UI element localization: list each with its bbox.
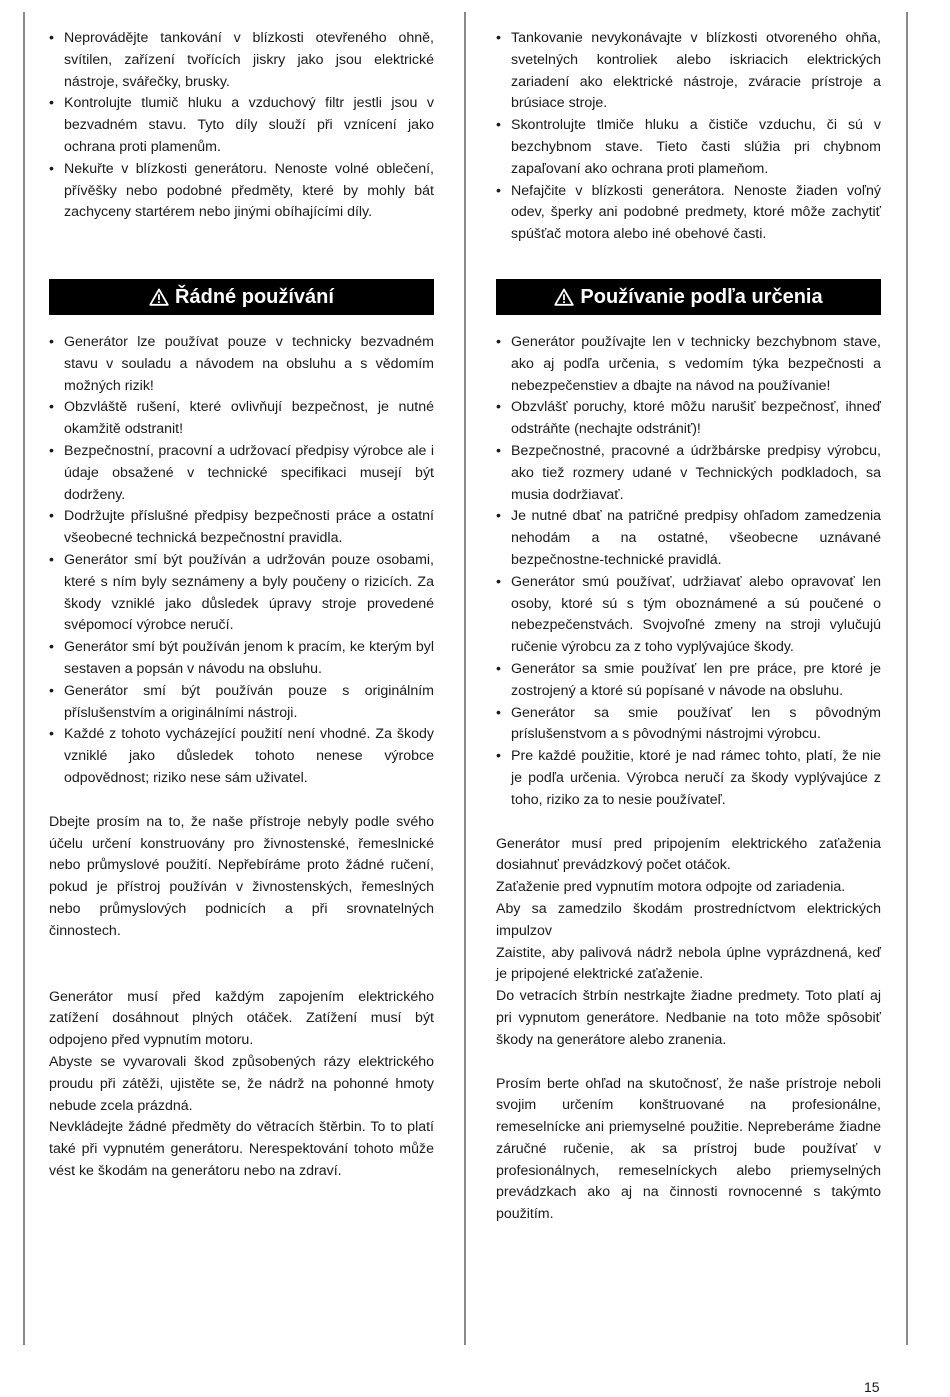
right-paragraph-liability: Prosím berte ohľad na skutočnosť, že naše prístroje neboli svojim určením konštruované na profesionálne, remeselnícke ani priemyselné použitie. Nepreberáme žiadne záručné ručenie, ak sa prístroj bude používať v profesionálnych, remeselníckych alebo priemyselných prevádzkach ako aj na činnosti rovnocenné s takýmto použitím.	[496, 1075, 881, 1223]
list-item: • Generátor smú používať, udržiavať alebo opravovať len osoby, ktoré sú s tým oboznámené a sú poučené o nebezpečenstvách. Svojvoľné zmeny na stroji vylučujú ručenie výrobcu za z toho vyplývajúce škody.	[496, 572, 881, 659]
list-item: • Generátor smí být používán jenom k pracím, ke kterým byl sestaven a popsán v návodu na obsluhu.	[49, 637, 434, 681]
left-section-heading	[49, 279, 434, 315]
list-item: • Je nutné dbať na patričné predpisy ohľadom zamedzenia nehodám a na ostatné, všeobecne uznávané bezpečnostne-technické pravidlá.	[496, 506, 881, 571]
paragraph-line: Generátor musí před každým zapojením elektrického zatížení dosáhnout plných otáček. Zatížení musí být odpojeno před vypnutím motoru.	[49, 988, 434, 1049]
list-item: • Kontrolujte tlumič hluku a vzduchový filtr jestli jsou v bezvadném stavu. Tyto díly slouží při vznícení jako ochrana proti plamenům.	[49, 93, 434, 158]
right-margin-rule	[906, 12, 908, 1345]
list-item: • Dodržujte příslušné předpisy bezpečnosti práce a ostatní všeobecné technická bezpečnostní pravidla.	[49, 506, 434, 550]
page-number: 15	[864, 1379, 880, 1395]
right-paragraph-operation	[496, 834, 881, 1052]
list-item: • Nekuřte v blízkosti generátoru. Nenoste volné oblečení, přívěšky nebo podobné předměty, které by mohly bát zachyceny startérem nebo jinými obíhajícími díly.	[49, 159, 434, 224]
list-item: • Generátor smí být používán pouze s originálním příslušenstvím a originálními nástroji.	[49, 681, 434, 725]
left-intro-list	[49, 28, 434, 224]
paragraph-line: Zaistite, aby palivová nádrž nebola úplne vyprázdnená, keď je pripojené elektrické zaťaženie.	[496, 944, 881, 983]
right-body	[496, 332, 881, 1226]
left-paragraph-liability: Dbejte prosím na to, že naše přístroje nebyly podle svého účelu určení konstruovány pro živnostenské, řemeslnické nebo průmyslové použití. Nepřebíráme proto žádné ručení, pokud je přístroj používán v živnostenských, řemeslných nebo průmyslových podnicích a při srovnatelných činnostech.	[49, 813, 434, 939]
left-heading-text: Řádné používání	[175, 285, 334, 308]
list-item: • Nefajčite v blízkosti generátora. Nenoste žiaden voľný odev, šperky ani podobné predmety, ktoré môže zachytiť spúšťač motora alebo iné obehové časti.	[496, 181, 881, 246]
list-item: • Skontrolujte tlmiče hluku a čističe vzduchu, či sú v bezchybnom stave. Tieto časti slúžia pri chybnom zapaľovaní ako ochrana proti plameňom.	[496, 115, 881, 180]
right-rules-list	[496, 332, 881, 812]
list-item: • Bezpečnostní, pracovní a udržovací předpisy výrobce ale i údaje obsažené v technické specifikaci musejí být dodrženy.	[49, 441, 434, 506]
list-item: • Obzvlášť poruchy, ktoré môžu narušiť bezpečnosť, ihneď odstráňte (nechajte odstrániť)!	[496, 397, 881, 441]
list-item: • Generátor používajte len v technicky bezchybnom stave, ako aj podľa určenia, s vedomím týka bezpečnosti a nebezpečenstiev a dbajte na návod na používanie!	[496, 332, 881, 397]
list-item: • Každé z tohoto vycházející použití není vhodné. Za škody vzniklé jako důsledek tohoto nenese výrobce odpovědnost; riziko nese sám uživatel.	[49, 724, 434, 789]
center-column-rule	[464, 12, 466, 1345]
paragraph-line: Zaťaženie pred vypnutím motora odpojte od zariadenia.	[496, 879, 846, 896]
list-item: • Tankovanie nevykonávajte v blízkosti otvoreného ohňa, svetelných kontroliek alebo iskriacich elektrických zariadení ako elektrické nástroje, zváracie prístroje a brúsiace stroje.	[496, 28, 881, 115]
right-column	[496, 28, 881, 246]
left-body	[49, 332, 434, 1183]
list-item: • Generátor sa smie používať len s pôvodným príslušenstvom a s pôvodnými nástrojmi výrobcu.	[496, 703, 881, 747]
list-item: • Pre každé použitie, ktoré je nad rámec tohto, platí, že nie je podľa určenia. Výrobca neručí za škody vyplývajúce z toho, riziko za to nesie používateľ.	[496, 746, 881, 811]
left-margin-rule	[23, 12, 25, 1345]
paragraph-line: Nevkládejte žádné předměty do větracích štěrbin. To to platí také při vypnutém generátoru. Nerespektování tohoto může vést ke škodám na generátoru nebo na zdraví.	[49, 1119, 434, 1179]
paragraph-line: Do vetracích štrbín nestrkajte žiadne predmety. Toto platí aj pri vypnutom generátore. Nedbanie na toto môže spôsobiť škody na generátore alebo zranenia.	[496, 988, 881, 1048]
warning-icon	[149, 288, 169, 306]
right-section-heading	[496, 279, 881, 315]
list-item: • Generátor sa smie používať len pre práce, pre ktoré je zostrojený a ktoré sú popísané v návode na obsluhu.	[496, 659, 881, 703]
list-item: • Neprovádějte tankování v blízkosti otevřeného ohně, svítilen, zařízení tvořících jiskry jako jsou elektrické nástroje, svářečky, brusky.	[49, 28, 434, 93]
list-item: • Bezpečnostné, pracovné a údržbárske predpisy výrobcu, ako tiež rozmery udané v Technických podkladoch, sa musia dodržiavať.	[496, 441, 881, 506]
paragraph-line: Generátor musí pred pripojením elektrického zaťaženia dosiahnuť prevádzkový počet otáčok.	[496, 835, 881, 874]
list-item: • Generátor smí být používán a udržován pouze osobami, které s ním byly seznámeny a byly poučeny o rizicích. Za škody vzniklé jako důsledek úpravy stroje provedené svépomocí výrobce neručí.	[49, 550, 434, 637]
right-heading-text: Používanie podľa určenia	[580, 285, 823, 308]
list-item: • Generátor lze používat pouze v technicky bezvadném stavu v souladu a návodem na obsluhu a s vědomím možných rizik!	[49, 332, 434, 397]
paragraph-line: Aby sa zamedzilo škodám prostredníctvom elektrických impulzov	[496, 900, 881, 939]
warning-icon	[554, 288, 574, 306]
left-paragraph-operation	[49, 987, 434, 1183]
paragraph-line: Abyste se vyvarovali škod způsobených rázy elektrického proudu při zátěži, ujistěte se, že nádrž na pohonné hmoty nebude zcela prázdná.	[49, 1053, 434, 1114]
left-rules-list	[49, 332, 434, 790]
left-column	[49, 28, 434, 224]
list-item: • Obzvláště rušení, které ovlivňují bezpečnost, je nutné okamžitě odstranit!	[49, 397, 434, 441]
right-intro-list	[496, 28, 881, 246]
